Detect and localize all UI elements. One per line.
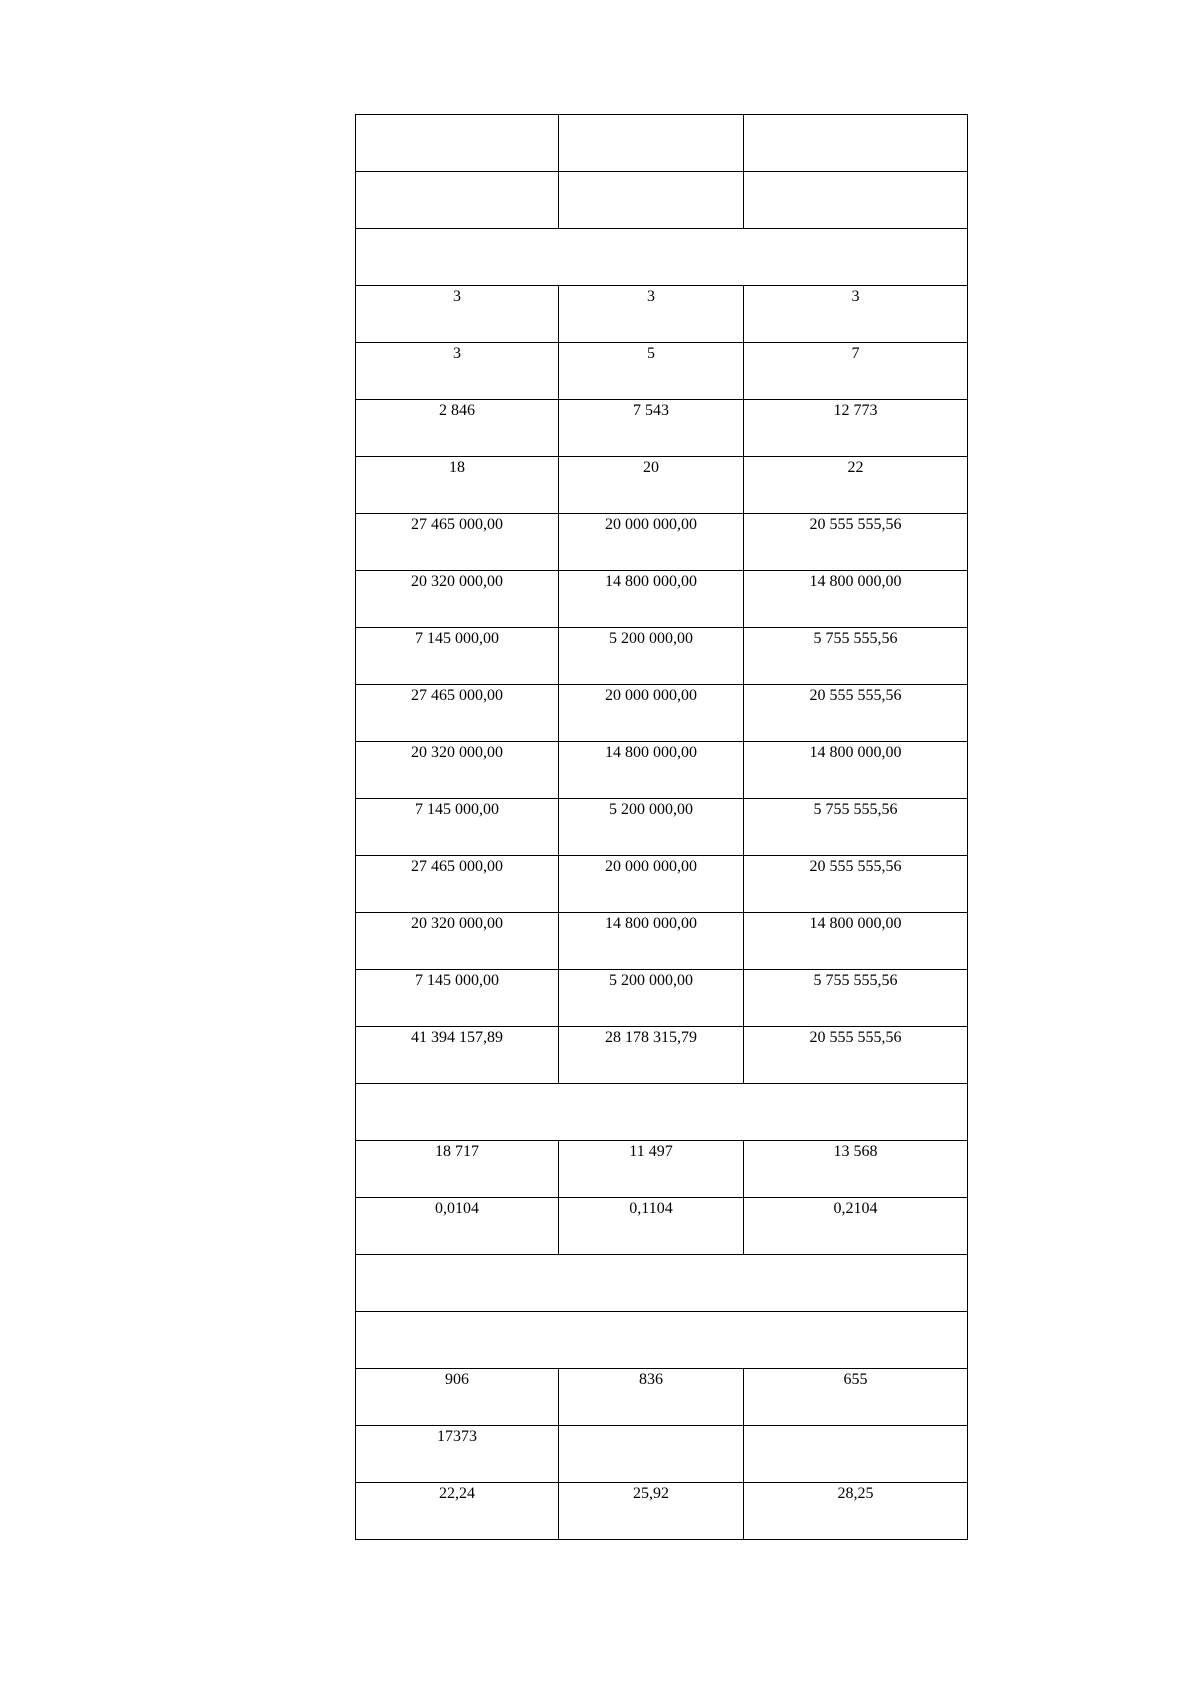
table-cell xyxy=(744,457,968,514)
table-section-cell xyxy=(356,1255,968,1312)
table-cell xyxy=(356,286,559,343)
table-cell-value xyxy=(744,172,967,175)
table-cell xyxy=(356,1369,559,1426)
table-cell-value: 27 465 000,00 xyxy=(411,516,503,533)
table-cell xyxy=(744,1426,968,1483)
table-cell-value: 5 200 000,00 xyxy=(609,972,693,989)
table-cell xyxy=(356,514,559,571)
table-cell xyxy=(744,115,968,172)
table-cell xyxy=(744,571,968,628)
table-cell xyxy=(744,799,968,856)
table-row xyxy=(356,628,968,685)
table-row xyxy=(356,514,968,571)
table-cell-value: 5 755 555,56 xyxy=(813,801,898,818)
table-row xyxy=(356,856,968,913)
table-cell-value: 7 xyxy=(851,345,860,362)
table-cell xyxy=(744,172,968,229)
table-cell-value: 25,92 xyxy=(633,1485,669,1502)
table-cell-value: 27 465 000,00 xyxy=(411,687,503,704)
table-cell-value: 20 000 000,00 xyxy=(605,516,697,533)
table-cell-value: 22 xyxy=(847,459,864,476)
table-cell-value: 14 800 000,00 xyxy=(605,573,697,590)
table-cell xyxy=(356,685,559,742)
table-cell xyxy=(356,1426,559,1483)
table-cell-value: 17373 xyxy=(437,1428,477,1445)
table-row xyxy=(356,1027,968,1084)
table-cell-value: 5 200 000,00 xyxy=(609,630,693,647)
table-cell-value xyxy=(559,115,743,118)
table-cell xyxy=(356,115,559,172)
table-cell xyxy=(559,970,744,1027)
table-cell xyxy=(744,514,968,571)
table-cell xyxy=(744,1483,968,1540)
table-cell-value: 18 xyxy=(449,459,465,476)
table-cell xyxy=(744,400,968,457)
data-table xyxy=(355,114,968,1540)
table-cell xyxy=(559,571,744,628)
table-cell-value: 14 800 000,00 xyxy=(809,573,902,590)
table-cell-value: 5 200 000,00 xyxy=(609,801,693,818)
table-cell-value: 27 465 000,00 xyxy=(411,858,503,875)
table-cell xyxy=(559,1426,744,1483)
table-cell-value: 5 755 555,56 xyxy=(813,630,898,647)
table-cell xyxy=(559,913,744,970)
table-row xyxy=(356,343,968,400)
table-row xyxy=(356,1369,968,1426)
table-cell-value: 28 178 315,79 xyxy=(605,1029,697,1046)
table-cell xyxy=(744,1027,968,1084)
table-cell-value: 18 717 xyxy=(435,1143,479,1160)
table-cell-value: 20 320 000,00 xyxy=(411,915,503,932)
table-cell xyxy=(744,1369,968,1426)
table-cell-value: 2 846 xyxy=(439,402,475,419)
table-cell-value xyxy=(356,115,558,118)
table-cell-value: 12 773 xyxy=(833,402,878,419)
table-cell-value: 3 xyxy=(647,288,655,305)
table-cell xyxy=(356,856,559,913)
table-cell xyxy=(356,571,559,628)
table-cell-value: 22,24 xyxy=(439,1485,475,1502)
table-cell xyxy=(559,799,744,856)
table-row xyxy=(356,799,968,856)
table-cell xyxy=(356,742,559,799)
table-cell xyxy=(356,457,559,514)
table-cell xyxy=(744,742,968,799)
table-row xyxy=(356,1483,968,1540)
table-section-cell xyxy=(356,1312,968,1369)
table-cell xyxy=(559,628,744,685)
table-cell-value: 5 xyxy=(647,345,655,362)
table-row xyxy=(356,571,968,628)
table-cell-value: 836 xyxy=(639,1371,663,1388)
table-cell xyxy=(744,628,968,685)
table-row xyxy=(356,1426,968,1483)
table-row xyxy=(356,172,968,229)
table-cell-value xyxy=(744,115,967,118)
table-section-row xyxy=(356,1312,968,1369)
table-cell xyxy=(744,1141,968,1198)
table-cell xyxy=(356,343,559,400)
table-cell-value: 20 320 000,00 xyxy=(411,744,503,761)
table-cell-value: 14 800 000,00 xyxy=(605,744,697,761)
table-cell-value xyxy=(356,172,558,175)
table-cell xyxy=(744,913,968,970)
table-cell-value: 20 xyxy=(643,459,659,476)
table-row xyxy=(356,1141,968,1198)
table-cell-value: 20 320 000,00 xyxy=(411,573,503,590)
table-cell-value: 20 555 555,56 xyxy=(809,516,902,533)
table-cell xyxy=(559,343,744,400)
table-cell-value: 7 145 000,00 xyxy=(415,972,499,989)
table-section-cell xyxy=(356,1084,968,1141)
table-row xyxy=(356,742,968,799)
table-cell xyxy=(559,286,744,343)
table-cell xyxy=(559,457,744,514)
table-cell-value xyxy=(744,1426,967,1429)
table-cell-value: 41 394 157,89 xyxy=(411,1029,503,1046)
table-cell-value: 7 145 000,00 xyxy=(415,801,499,818)
table-cell xyxy=(559,400,744,457)
table-cell xyxy=(356,799,559,856)
table-section-cell xyxy=(356,229,968,286)
table-cell-value: 3 xyxy=(453,345,461,362)
table-cell-value: 5 755 555,56 xyxy=(813,972,898,989)
table-row xyxy=(356,970,968,1027)
table-cell xyxy=(744,685,968,742)
table-cell-value: 655 xyxy=(843,1371,868,1388)
table-cell xyxy=(356,913,559,970)
table-body xyxy=(356,115,968,1540)
table-cell xyxy=(559,172,744,229)
table-cell-value: 0,1104 xyxy=(629,1200,673,1217)
table-cell xyxy=(559,115,744,172)
table-cell xyxy=(559,514,744,571)
table-section-row xyxy=(356,1255,968,1312)
table-cell-value xyxy=(559,1426,743,1429)
table-cell-value: 28,25 xyxy=(837,1485,874,1502)
table-cell-value: 906 xyxy=(445,1371,469,1388)
table-cell-value: 14 800 000,00 xyxy=(605,915,697,932)
table-cell xyxy=(559,1369,744,1426)
table-cell-value: 20 000 000,00 xyxy=(605,858,697,875)
table-cell xyxy=(559,1141,744,1198)
table-cell-value: 0,2104 xyxy=(833,1200,878,1217)
table-row xyxy=(356,913,968,970)
table-cell xyxy=(356,1198,559,1255)
table-section-row xyxy=(356,1084,968,1141)
table-row xyxy=(356,286,968,343)
table-cell-value: 0,0104 xyxy=(435,1200,479,1217)
table-cell xyxy=(744,286,968,343)
table-cell-value: 20 555 555,56 xyxy=(809,687,902,704)
table-cell xyxy=(356,1483,559,1540)
table-cell xyxy=(559,856,744,913)
table-cell-value: 20 555 555,56 xyxy=(809,1029,902,1046)
table-cell xyxy=(559,1027,744,1084)
table-cell-value: 3 xyxy=(851,288,860,305)
table-row xyxy=(356,1198,968,1255)
table-cell xyxy=(744,970,968,1027)
table-cell xyxy=(559,742,744,799)
table-cell-value: 7 543 xyxy=(633,402,669,419)
table-cell xyxy=(356,970,559,1027)
table-cell xyxy=(744,856,968,913)
table-cell-value: 20 000 000,00 xyxy=(605,687,697,704)
table-cell xyxy=(356,172,559,229)
table-cell xyxy=(356,400,559,457)
table-cell-value: 11 497 xyxy=(629,1143,673,1160)
table-cell xyxy=(744,1198,968,1255)
table-cell-value: 20 555 555,56 xyxy=(809,858,902,875)
table-cell xyxy=(559,1483,744,1540)
table-cell xyxy=(356,1027,559,1084)
table-cell xyxy=(559,685,744,742)
table-cell xyxy=(356,1141,559,1198)
table-cell xyxy=(744,343,968,400)
table-cell-value: 14 800 000,00 xyxy=(809,744,902,761)
table-cell-value: 3 xyxy=(453,288,461,305)
table-row xyxy=(356,400,968,457)
table-row xyxy=(356,457,968,514)
table-cell-value: 7 145 000,00 xyxy=(415,630,499,647)
table-cell-value: 14 800 000,00 xyxy=(809,915,902,932)
table-cell xyxy=(356,628,559,685)
table-cell-value: 13 568 xyxy=(833,1143,878,1160)
table-row xyxy=(356,685,968,742)
table-cell xyxy=(559,1198,744,1255)
table-section-row xyxy=(356,229,968,286)
table-row xyxy=(356,115,968,172)
table-cell-value xyxy=(559,172,743,175)
